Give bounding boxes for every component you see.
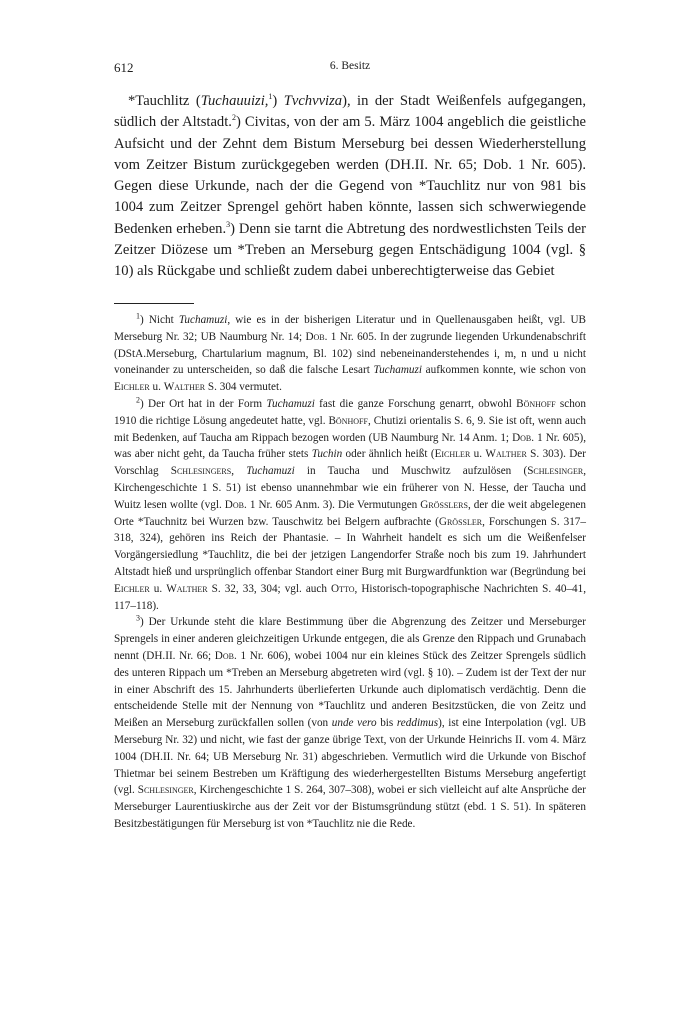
footnote-1: $^1$) Nicht Tuchamuzi, wie es in der bisherigen Literatur und in Quellenausgaben heißt, vgl. UB Merseburg Nr. 32; UB Naumburg Nr. 14; Dob. 1 Nr. 605. In der zugrunde liegenden Urkundenabschrift (DStA.Merseburg, Chartularium magnum, Bl. 102) sind nebeneinanderstehendes i, m, n und u nicht voneinander zu unterscheiden, so daß die falsche Lesart Tuchamuzi aufkommen konnte, wie schon von Eichler u. Walther S. 304 vermutet.	[114, 311, 586, 394]
footnote-separator	[114, 303, 194, 304]
page-number: 612	[114, 60, 134, 75]
footnote-3: $^3$) Der Urkunde steht die klare Bestimmung über die Abgrenzung des Zeitzer und Merseburger Sprengels in einer anderen gleichzeitigen Urkunde entgegen, die als Grenze den Rippach und Grunabach nennt (DH.II. Nr. 66; Dob. 1 Nr. 606), wobei 1004 nur ein kleines Stück des Zeitzer Sprengels südlich des unteren Rippach um *Treben an Merseburg abgetreten wird (vgl. § 10). – Zudem ist der Text der nur in einer Abschrift des 15. Jahrhunderts überlieferten Urkunde auch diplomatisch verdächtig. Denn die entscheidende Stelle mit der Nennung von *Tauchlitz und anderen Besitzstücken, die von Zeitz und Meißen an Merseburg zurückfallen sollen (von unde vero bis reddimus), ist eine Interpolation (vgl. UB Merseburg Nr. 32) und nicht, wie fast der ganze übrige Text, von der Urkunde Heinrichs II. vom 4. März 1004 (DH.II. Nr. 64; UB Merseburg Nr. 31) abgeschrieben. Vermutlich wird die Urkunde von Bischof Thietmar bei seinem Bestreben um Kräftigung des wiederhergestellten Bistums Merseburg angefertigt (vgl. Schlesinger, Kirchengeschichte 1 S. 264, 307–308), wobei er sich vielleicht auf alte Ansprüche der Merseburger Laurentiuskirche aus der Zeit vor der Bistumsgründung stützt (ebd. 1 S. 51). In späteren Besitzbestätigungen für Merseburg ist von *Tauchlitz nie die Rede.	[114, 613, 586, 830]
main-paragraph: *Tauchlitz (Tuchauuizi,$^1$) Tvchvviza), in der Stadt Weißenfels aufgegangen, südlich der Altstadt.$^2$) Civitas, von der am 5. März 1004 angeblich die geistliche Aufsicht und der Zehnt dem Bistum Merseburg bei dessen Wiederherstellung vom Zeitzer Bistum zurückgegeben werden (DH.II. Nr. 65; Dob. 1 Nr. 605). Gegen diese Urkunde, nach der die Gegend von *Tauchlitz nur von 981 bis 1004 zum Zeitzer Sprengel gehört haben könnte, lassen sich schwerwiegende Bedenken erheben.$^3$) Denn sie tarnt die Abtretung des nordwestlichsten Teils der Zeitzer Diözese um *Treben an Merseburg gegen Entschädigung 1004 (vgl. § 10) als Rückgabe und schließt zudem dabei unberechtigterweise das Gebiet	[114, 92, 587, 280]
page-header	[114, 60, 586, 80]
main-text	[114, 91, 586, 283]
running-head: 6. Besitz	[329, 60, 371, 72]
footnotes	[114, 312, 586, 833]
footnote-2: $^2$) Der Ort hat in der Form Tuchamuzi fast die ganze Forschung genarrt, obwohl Bönhoff schon 1910 die richtige Lösung angedeutet hatte, vgl. Bönhoff, Chutizi orientalis S. 6, 9. Sie ist oft, wenn auch mit Bedenken, auf Taucha am Rippach bezogen worden (UB Naumburg Nr. 14 Anm. 1; Dob. 1 Nr. 605), was aber nicht geht, da Taucha früher stets Tuchin oder ähnlich heißt (Eichler u. Walther S. 303). Der Vorschlag Schlesingers, Tuchamuzi in Taucha und Muschwitz aufzulösen (Schlesinger, Kirchengeschichte 1 S. 51) ist ebenso unannehmbar wie ein früherer von N. Hesse, der Taucha und Wuitz lesen wollte (vgl. Dob. 1 Nr. 605 Anm. 3). Die Vermutungen Grösslers, der die weit abgelegenen Orte *Tauchnitz bei Wurzen bzw. Tauschwitz bei Belgern aufbrachte (Grössler, Forschungen S. 317–318, 324), gehören ins Reich der Phantasie. – In Wahrheit handelt es sich um die Weißenfelser Vorgängersiedlung *Tauchlitz, die bei der jetzigen Langendorfer Straße noch bis zum 19. Jahrhundert Altstadt hieß und ursprünglich offenbar Standort einer Burg mit Burgwardfunktion war (Begründung bei Eichler u. Walther S. 32, 33, 304; vgl. auch Otto, Historisch-topographische Nachrichten S. 40–41, 117–118).	[114, 395, 587, 612]
